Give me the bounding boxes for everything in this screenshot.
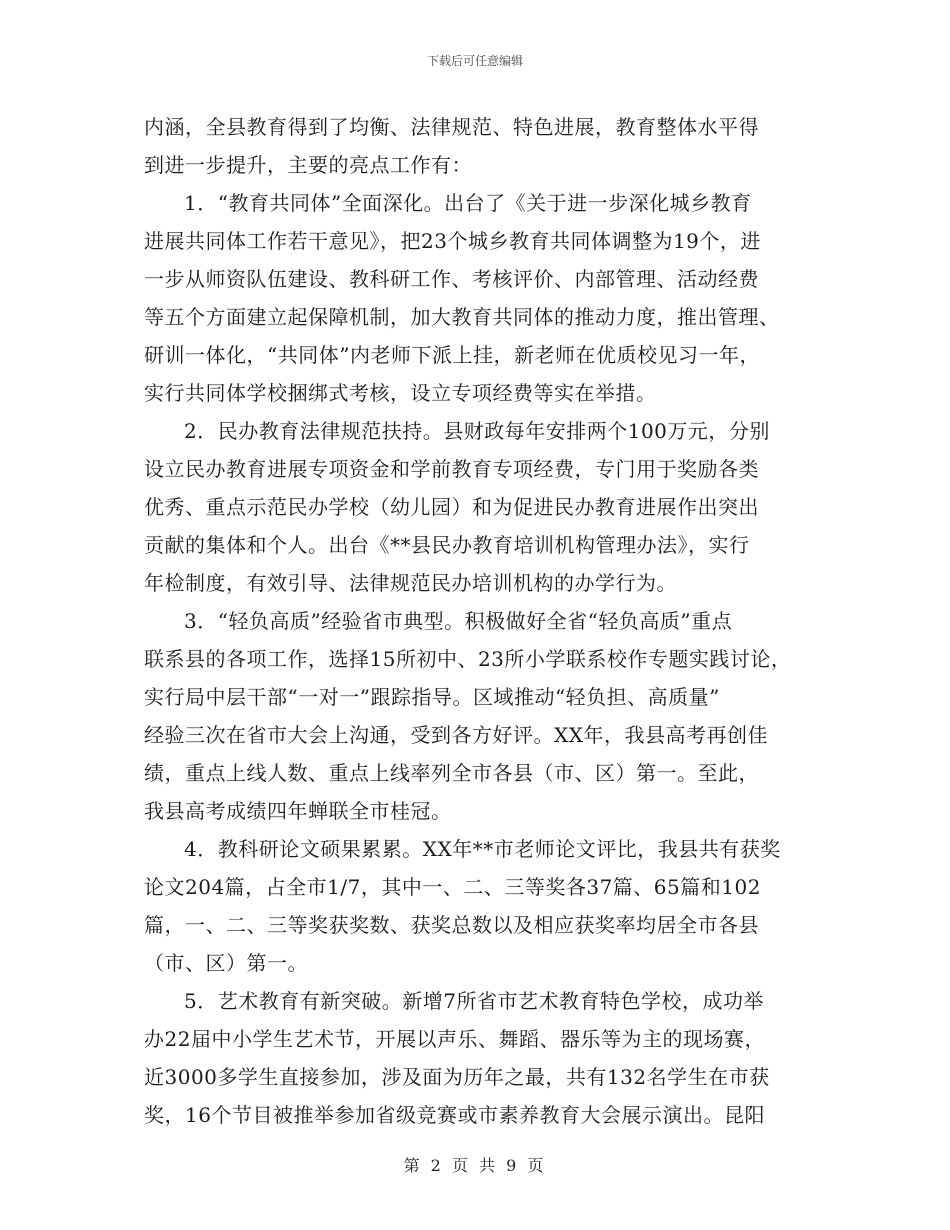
text-line: 经验三次在省市大会上沟通，受到各方好评。XX年，我县高考再创佳 <box>144 723 768 747</box>
text-line: 到进一步提升，主要的亮点工作有： <box>144 153 472 177</box>
paragraph-start-4: 4．教科研论文硕果累累。XX年**市老师论文评比，我县共有获奖 <box>184 837 781 861</box>
text-line: 实行局中层干部“一对一”跟踪指导。区域推动“轻负担、高质量” <box>144 685 720 709</box>
text-line: 优秀、重点示范民办学校（幼儿园）和为促进民办教育进展作出突出 <box>144 495 759 519</box>
paragraph-start-3: 3．“轻负高质”经验省市典型。积极做好全省“轻负高质”重点 <box>184 609 733 633</box>
text-line: 实行共同体学校捆绑式考核，设立专项经费等实在举措。 <box>144 381 657 405</box>
text-line: 设立民办教育进展专项资金和学前教育专项经费，专门用于奖励各类 <box>144 457 759 481</box>
text-line: 贡献的集体和个人。出台《**县民办教育培训机构管理办法》，实行 <box>144 533 750 557</box>
text-line: 研训一体化，“共同体”内老师下派上挂，新老师在优质校见习一年， <box>144 343 760 367</box>
text-line: 一步从师资队伍建设、教科研工作、考核评价、内部管理、活动经费 <box>144 267 759 291</box>
paragraph-start-1: 1．“教育共同体”全面深化。出台了《关于进一步深化城乡教育 <box>184 191 752 215</box>
document-body <box>144 108 816 1134</box>
text-line: 奖，16个节目被推举参加省级竞赛或市素养教育大会展示演出。昆阳 <box>144 1103 765 1127</box>
text-line: 等五个方面建立起保障机制，加大教育共同体的推动力度，推出管理、 <box>144 305 780 329</box>
text-line: 我县高考成绩四年蝉联全市桂冠。 <box>144 799 452 823</box>
text-line: 篇，一、二、三等奖获奖数、获奖总数以及相应获奖率均居全市各县 <box>144 913 759 937</box>
text-line: （市、区）第一。 <box>144 951 308 975</box>
page-header: 下载后可任意编辑 <box>426 54 523 68</box>
text-line: 进展共同体工作若干意见》，把23个城乡教育共同体调整为19个，进 <box>144 229 761 253</box>
text-line: 年检制度，有效引导、法律规范民办培训机构的办学行为。 <box>144 571 677 595</box>
text-line: 联系县的各项工作，选择15所初中、23所小学联系校作专题实践讨论， <box>144 647 792 671</box>
text-line: 近3000多学生直接参加，涉及面为历年之最，共有132名学生在市获 <box>144 1065 770 1089</box>
text-line: 办22届中小学生艺术节，开展以声乐、舞蹈、器乐等为主的现场赛， <box>144 1027 765 1051</box>
paragraph-start-5: 5．艺术教育有新突破。新增7所省市艺术教育特色学校，成功举 <box>184 989 764 1013</box>
text-line: 论文204篇，占全市1/7，其中一、二、三等奖各37篇、65篇和102 <box>144 875 761 899</box>
text-line: 绩，重点上线人数、重点上线率列全市各县（市、区）第一。至此， <box>144 761 759 785</box>
paragraph-start-2: 2．民办教育法律规范扶持。县财政每年安排两个100万元，分别 <box>184 419 770 443</box>
page-footer: 第 2 页 共 9 页 <box>403 1156 547 1175</box>
text-line: 内涵，全县教育得到了均衡、法律规范、特色进展，教育整体水平得 <box>144 115 759 139</box>
